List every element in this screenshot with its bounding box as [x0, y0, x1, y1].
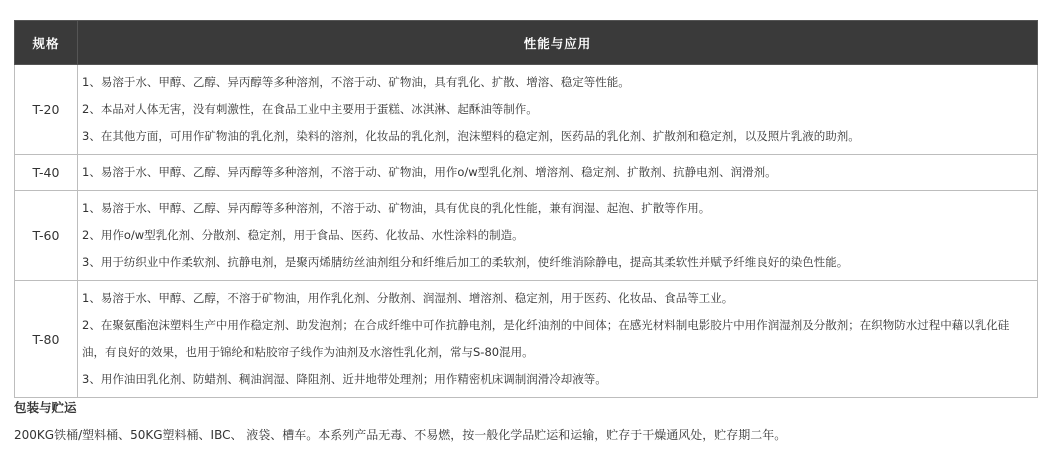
description-cell — [78, 155, 1038, 191]
description-line: 3、用作油田乳化剂、防蜡剂、稠油润湿、降阻剂、近井地带处理剂；用作精密机床调制润滑冷却液等。 — [82, 372, 607, 386]
model-cell: T-80 — [15, 281, 78, 398]
description-line: 1、易溶于水、甲醇、乙醇，不溶于矿物油，用作乳化剂、分散剂、润湿剂、增溶剂、稳定剂，用于医药、化妆品、食品等工业。 — [82, 291, 734, 305]
table-header-row — [15, 21, 1038, 65]
header-performance: 性能与应用 — [78, 21, 1038, 65]
description-line: 1、易溶于水、甲醇、乙醇、异丙醇等多种溶剂，不溶于动、矿物油，具有优良的乳化性能，兼有润湿、起泡、扩散等作用。 — [82, 201, 711, 215]
packaging-text: 200KG铁桶/塑料桶、50KG塑料桶、IBC、 液袋、槽车。本系列产品无毒、不易燃，按一般化学品贮运和运输，贮存于干燥通风处，贮存期二年。 — [14, 428, 787, 442]
description-line: 3、用于纺织业中作柔软剂、抗静电剂，是聚丙烯腈纺丝油剂组分和纤维后加工的柔软剂，使纤维消除静电，提高其柔软性并赋予纤维良好的染色性能。 — [82, 255, 849, 269]
model-cell: T-40 — [15, 155, 78, 191]
spec-table — [14, 20, 1038, 398]
description-line: 3、在其他方面，可用作矿物油的乳化剂，染料的溶剂，化妆品的乳化剂，泡沫塑料的稳定剂，医药品的乳化剂、扩散剂和稳定剂，以及照片乳液的助剂。 — [82, 129, 860, 143]
description-cell — [78, 191, 1038, 281]
description-cell — [78, 65, 1038, 155]
packaging-title: 包装与贮运 — [14, 400, 77, 415]
model-cell: T-60 — [15, 191, 78, 281]
description-cell — [78, 281, 1038, 398]
header-spec: 规格 — [15, 21, 78, 65]
description-line: 2、本品对人体无害，没有刺激性，在食品工业中主要用于蛋糕、冰淇淋、起酥油等制作。 — [82, 102, 538, 116]
description-line: 2、在聚氨酯泡沫塑料生产中用作稳定剂、助发泡剂；在合成纤维中可作抗静电剂，是化纤油剂的中间体；在感光材料制电影胶片中用作润湿剂及分散剂；在织物防水过程中藉以乳化硅油，有良好的效果，也用于锦纶和粘胶帘子线作为油剂及水溶性乳化剂，常与S-80混用。 — [82, 318, 1010, 359]
description-line: 2、用作o/w型乳化剂、分散剂、稳定剂，用于食品、医药、化妆品、水性涂料的制造。 — [82, 228, 524, 242]
description-line: 1、易溶于水、甲醇、乙醇、异丙醇等多种溶剂，不溶于动、矿物油，用作o/w型乳化剂、增溶剂、稳定剂、扩散剂、抗静电剂、润滑剂。 — [82, 165, 777, 179]
description-line: 1、易溶于水、甲醇、乙醇、异丙醇等多种溶剂，不溶于动、矿物油，具有乳化、扩散、增溶、稳定等性能。 — [82, 75, 630, 89]
table-row — [15, 155, 1038, 191]
table-row — [15, 65, 1038, 155]
table-row — [15, 281, 1038, 398]
table-row — [15, 191, 1038, 281]
model-cell: T-20 — [15, 65, 78, 155]
